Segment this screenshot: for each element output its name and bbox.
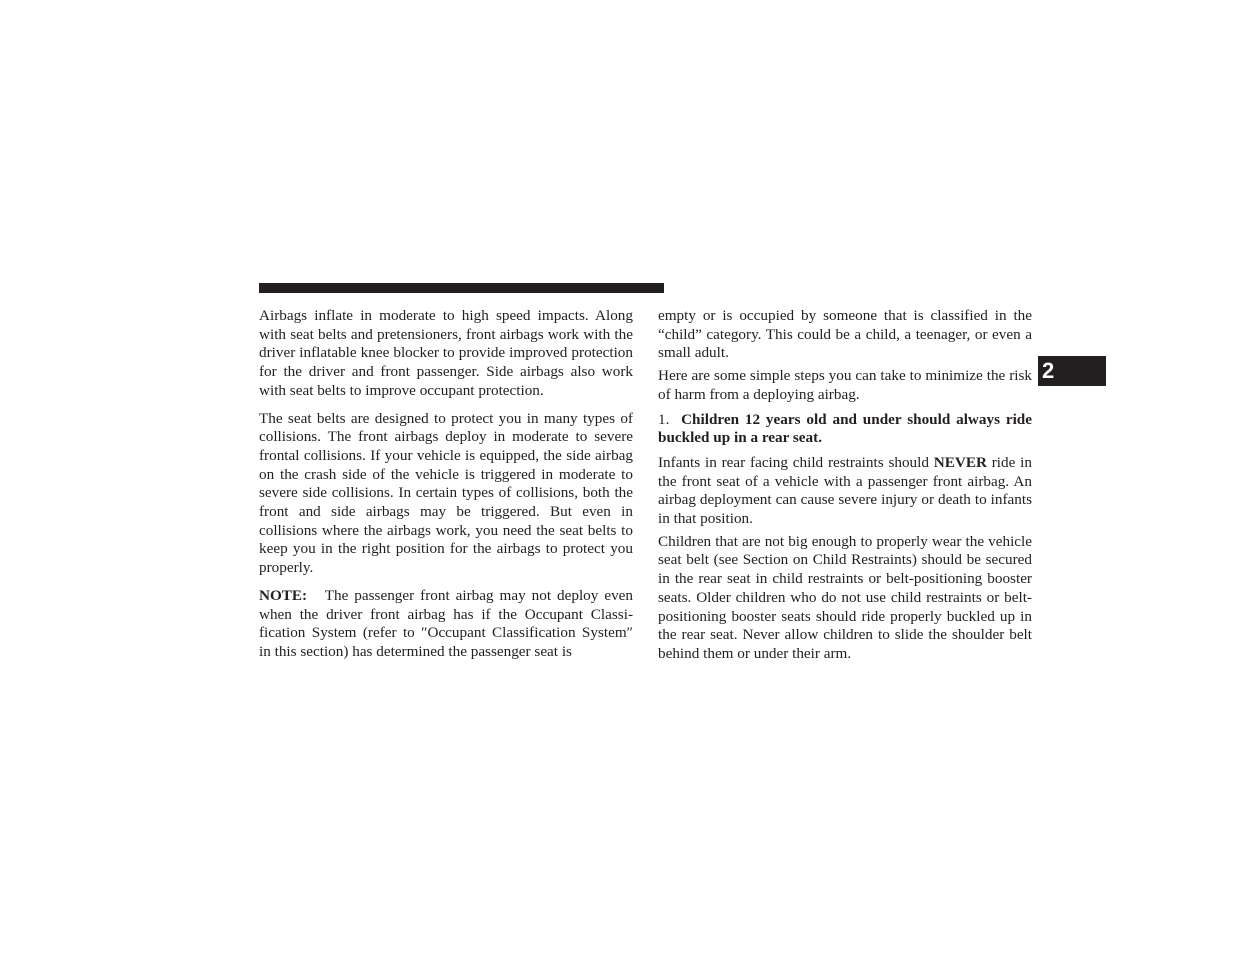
header-rule bbox=[259, 283, 664, 293]
step-1-number: 1. bbox=[658, 410, 670, 428]
never-emphasis: NEVER bbox=[933, 453, 987, 471]
infants-paragraph bbox=[658, 454, 1032, 529]
continuation-paragraph: empty or is occupied by someone that is classified in the “child” category. This could be a child, a teenager, or even a small adult. bbox=[658, 307, 1032, 362]
step-1 bbox=[658, 411, 1032, 448]
infants-text-end: ride in the front seat of a vehicle with a passenger front airbag. An airbag deployment can cause severe injury or death to infants in that position. bbox=[658, 453, 1032, 528]
simple-steps-paragraph: Here are some simple steps you can take to minimize the risk of harm from a deploying airbag. bbox=[658, 367, 1032, 403]
right-column bbox=[658, 307, 1032, 664]
infants-text-start: Infants in rear facing child restraints should bbox=[658, 453, 929, 471]
left-column bbox=[259, 307, 633, 662]
note-text: The passenger front airbag may not deploy even when the driver front airbag has if the Occupant Classification System (refer to ″Occupant Classification System″ in this section) has determined the passenger seat is bbox=[259, 586, 633, 660]
children-paragraph: Children that are not big enough to properly wear the vehicle seat belt (see Section on Child Restraints) should be secured in the rear seat in child restraints or belt-positioning booster seats. Older children who do not use child restraints or belt-positioning booster seats should ride properly buckled up in the rear seat. Never allow children to slide the shoulder belt behind them or under their arm. bbox=[658, 532, 1032, 662]
seat-belt-paragraph: The seat belts are designed to protect you in many types of collisions. The front airbags deploy in moderate to severe frontal collisions. If your vehicle is equipped, the side airbag on the crash side of the vehicle is triggered in moderate to severe side collisions. In certain types of collisions, both the front and side airbags may be triggered. But even in collisions where the airbags work, you need the seat belts to keep you in the right position for the airbags to protect you properly. bbox=[259, 409, 633, 577]
section-tab: 2 bbox=[1038, 356, 1106, 386]
note-label: NOTE: bbox=[259, 586, 308, 604]
note-paragraph bbox=[259, 587, 633, 662]
step-1-text: Children 12 years old and under should always ride buckled up in a rear seat. bbox=[658, 410, 1032, 447]
airbag-inflation-paragraph: Airbags inflate in moderate to high speed impacts. Along with seat belts and pretensioners, front airbags work with the driver inflatable knee blocker to provide improved protection for the driver and front passenger. Side airbags also work with seat belts to improve occupant protection. bbox=[259, 307, 633, 399]
